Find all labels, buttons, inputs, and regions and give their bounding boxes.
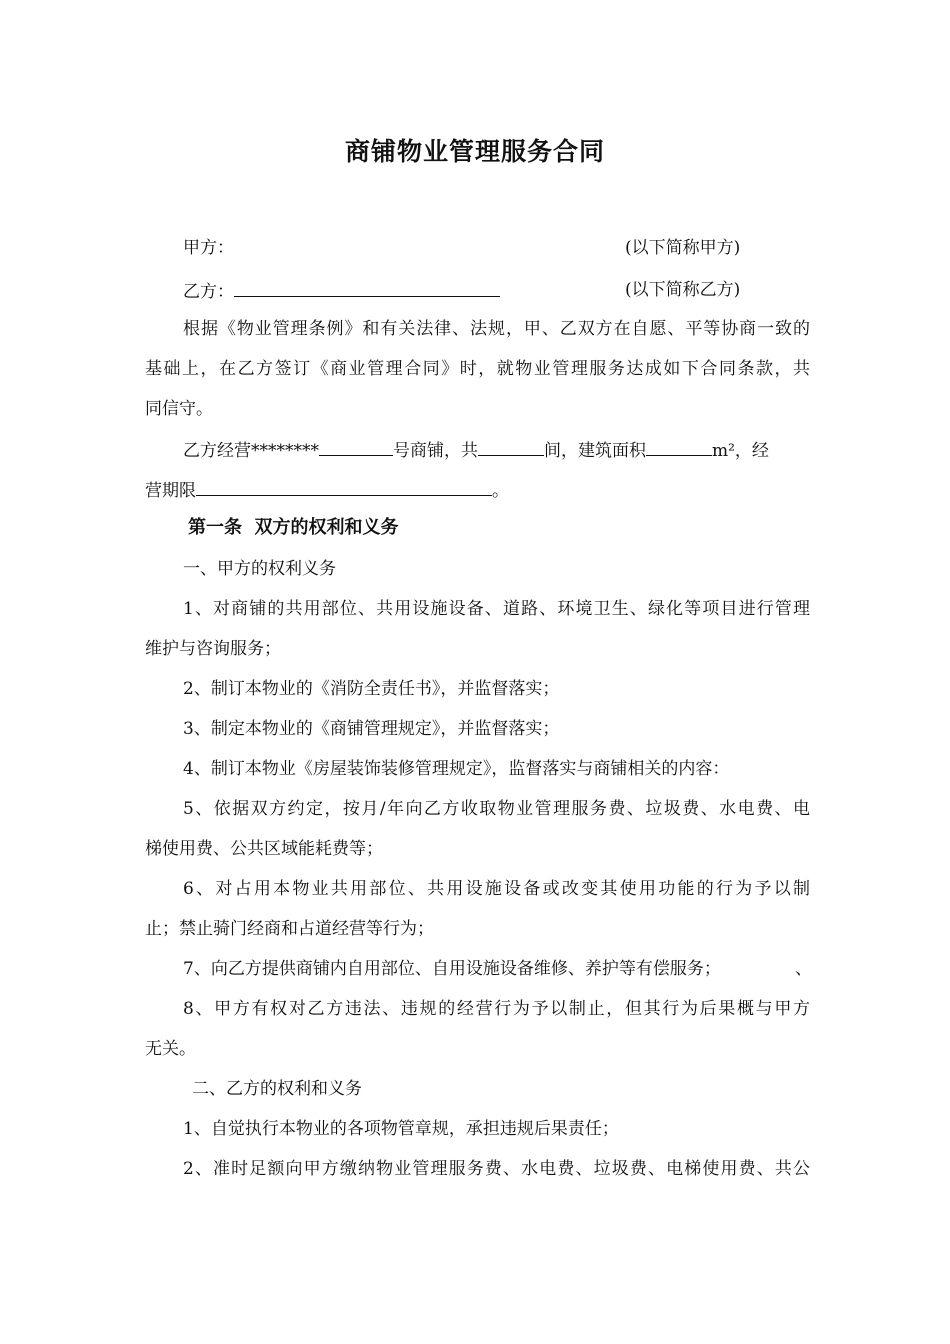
section-a-item-3: 3、制定本物业的《商铺管理规定》，并监督落实； [183,719,560,739]
party-b-blank [234,278,500,297]
section-b-heading: 二、乙方的权利和义务 [192,1079,362,1099]
party-b-note: (以下简称乙方) [625,280,741,300]
shop-line-1 [183,437,810,463]
shop-text-6: 。 [492,481,509,501]
shop-text-4: m²，经 [712,441,769,461]
section-b-item-1: 1、自觉执行本物业的各项物管章规，承担违规后果责任； [183,1119,619,1139]
section-a-heading: 一、甲方的权利义务 [183,559,336,579]
section-a-item-5b: 梯使用费、公共区域能耗费等； [145,839,383,859]
intro-line-1: 根据《物业管理条例》和有关法律、法规，甲、乙双方在自愿、平等协商一致的 [183,319,810,339]
intro-line-3: 同信守。 [145,399,213,419]
section-a-item-4: 4、制订本物业《房屋装饰装修管理规定》，监督落实与商铺相关的内容： [183,759,730,779]
party-a-label: 甲方： [183,238,234,258]
term-blank [196,477,492,496]
section-a-item-2: 2、制订本物业的《消防全责任书》，并监督落实； [183,679,560,699]
document-title: 商铺物业管理服务合同 [344,137,605,166]
section-b-item-2: 2、准时足额向甲方缴纳物业管理服务费、水电费、垃圾费、电梯使用费、共公 [183,1159,810,1179]
shop-text-1: 乙方经营******** [183,441,319,461]
area-blank [646,437,712,456]
party-b-label: 乙方： [183,282,234,302]
shop-text-3: 间，建筑面积 [544,441,646,461]
section-a-item-1a: 1、对商铺的共用部位、共用设施设备、道路、环境卫生、绿化等项目进行管理 [183,599,810,619]
room-count-blank [478,437,544,456]
shop-text-5: 营期限 [145,481,196,501]
section-a-item-5a: 5、依据双方约定，按月/年向乙方收取物业管理服务费、垃圾费、水电费、电 [183,799,810,819]
intro-line-2: 基础上，在乙方签订《商业管理合同》时，就物业管理服务达成如下合同条款，共 [145,359,810,379]
section-a-item-7-tail: 、 [795,959,812,979]
shop-number-blank [319,437,393,456]
shop-line-2 [145,477,810,503]
shop-text-2: 号商铺，共 [393,441,478,461]
article-1-heading: 第一条 双方的权利和义务 [188,517,399,538]
party-a-note: (以下简称甲方) [625,238,741,258]
section-a-item-8b: 无关。 [145,1039,196,1059]
section-a-item-1b: 维护与咨询服务； [145,639,281,659]
section-a-item-8a: 8、甲方有权对乙方违法、违规的经营行为予以制止，但其行为后果概与甲方 [183,999,810,1019]
section-a-item-6a: 6、对占用本物业共用部位、共用设施设备或改变其使用功能的行为予以制 [183,879,810,899]
section-a-item-7: 7、向乙方提供商铺内自用部位、自用设施设备维修、养护等有偿服务； [183,959,721,979]
section-a-item-6b: 止；禁止骑门经商和占道经营等行为； [145,919,434,939]
